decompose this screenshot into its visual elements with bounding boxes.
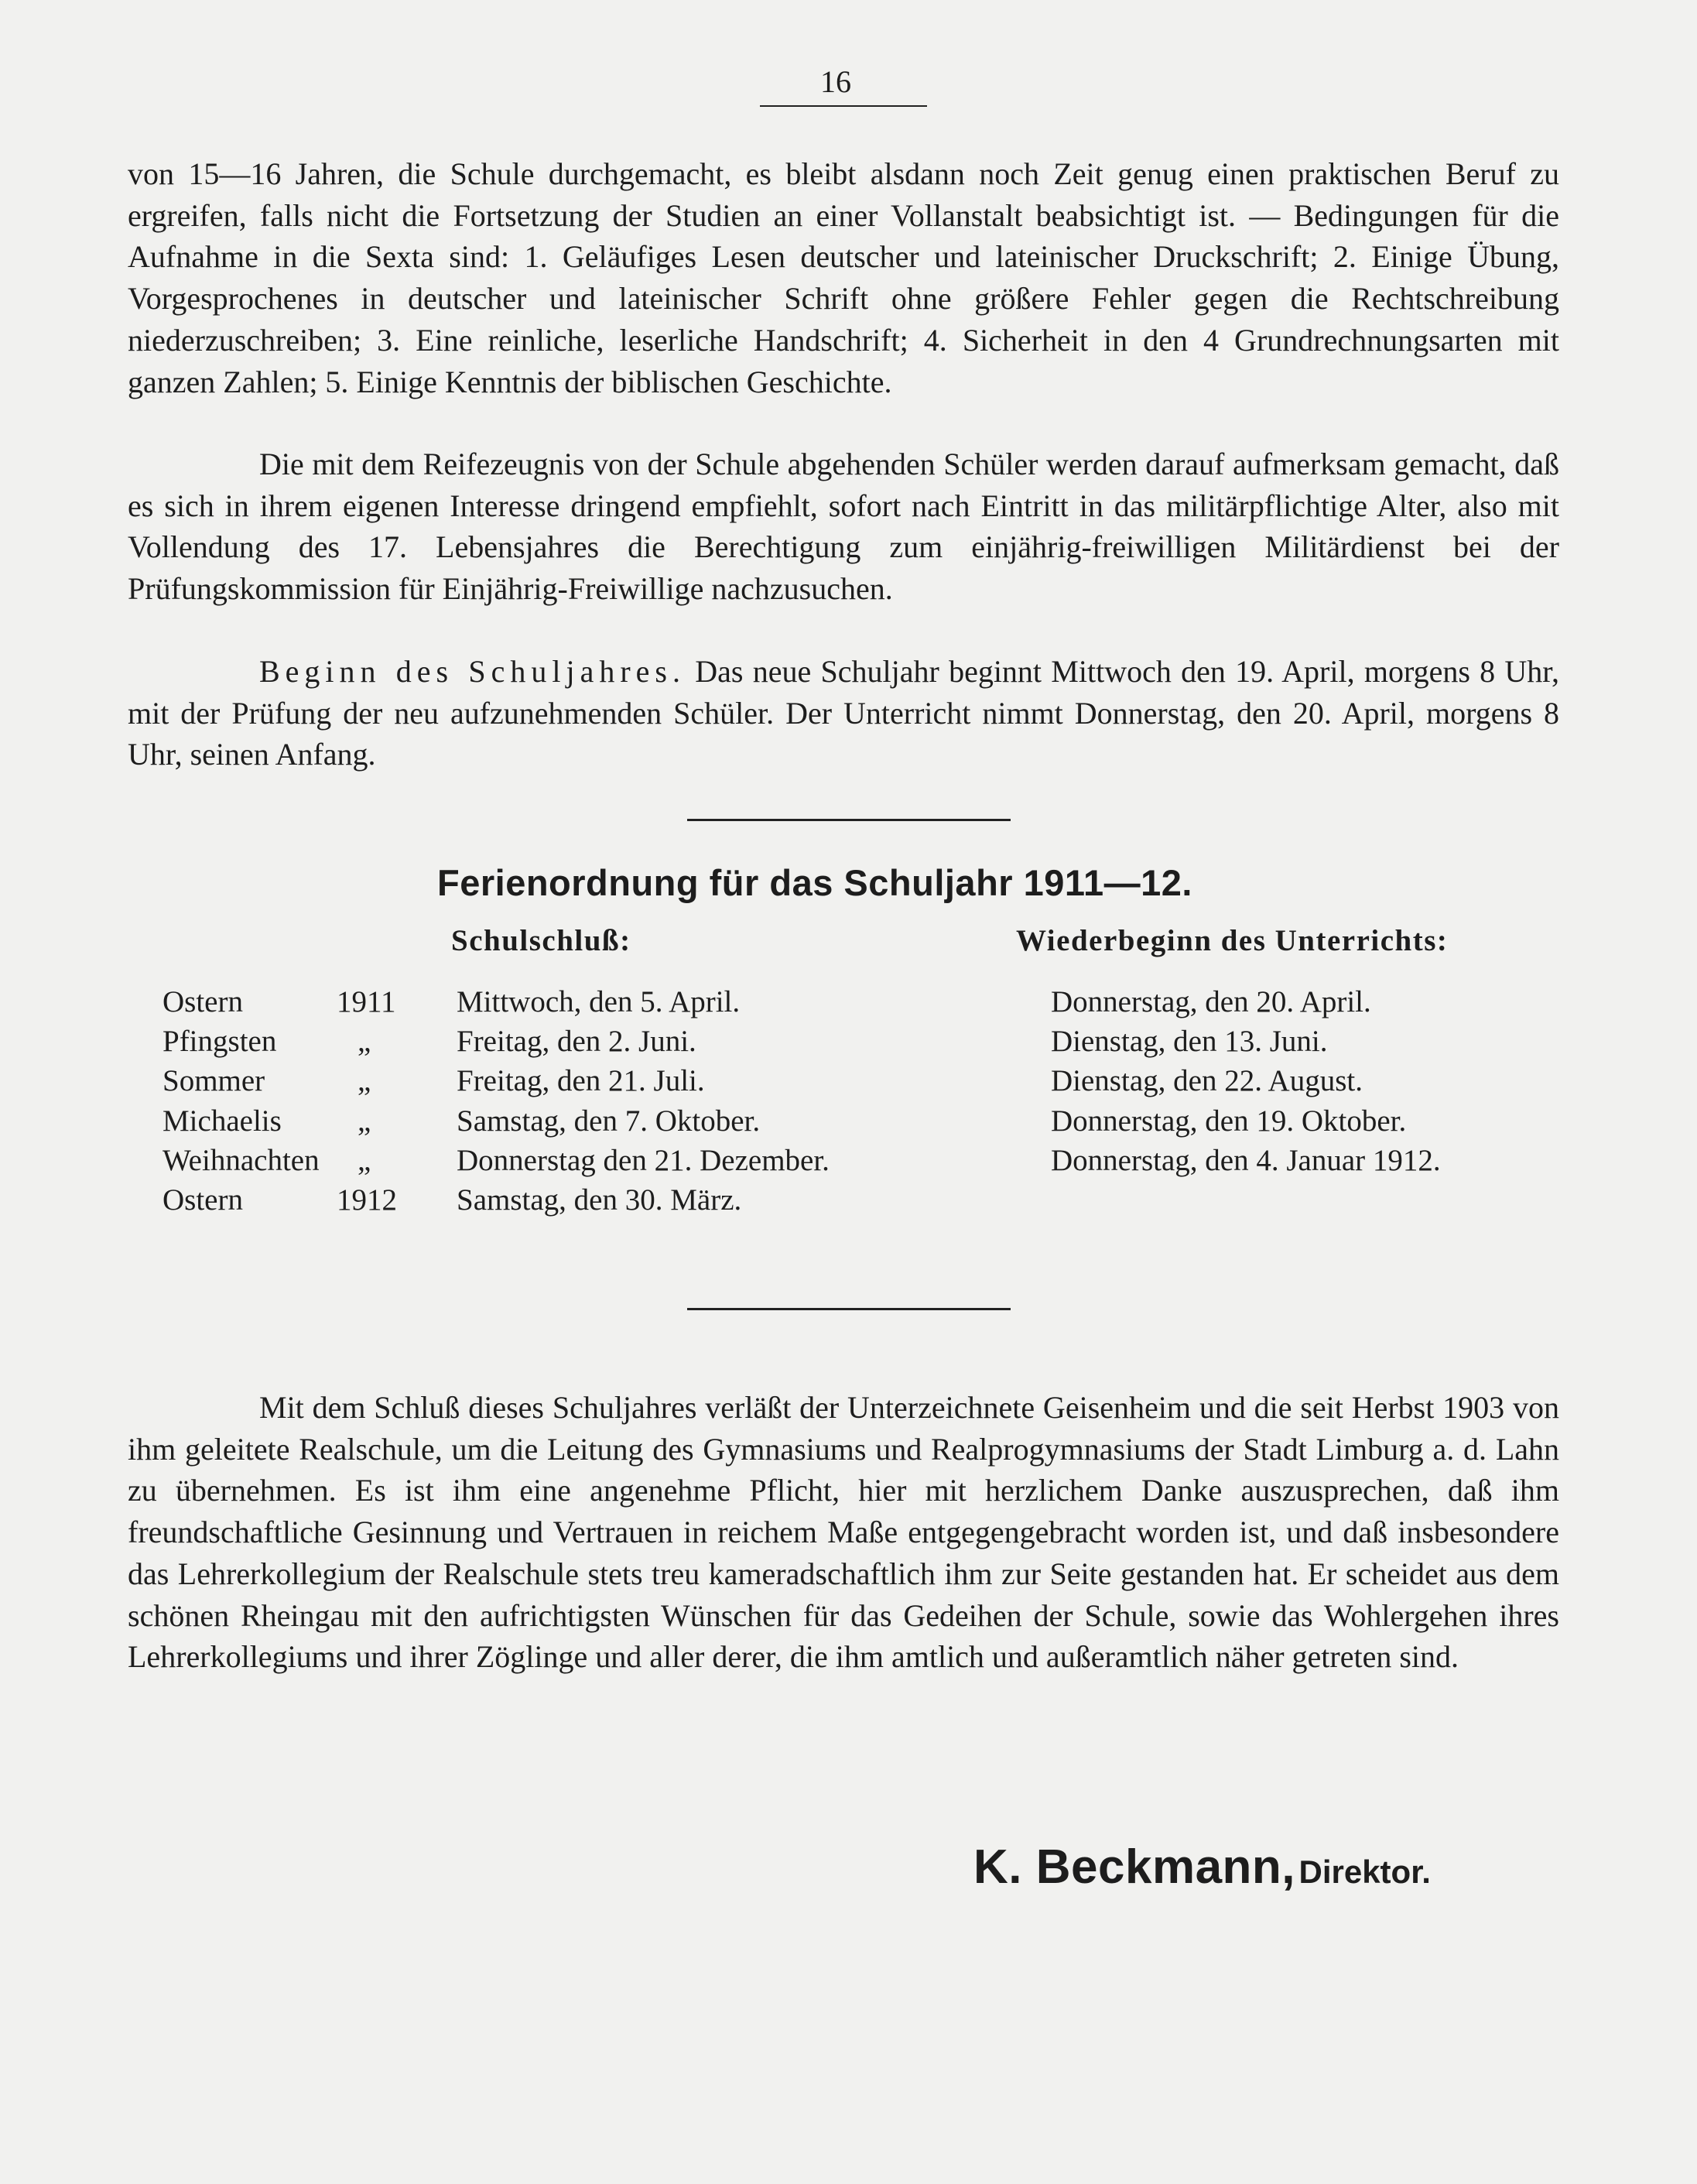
signature-title: Direktor.	[1298, 1854, 1431, 1890]
schuljahr-text: Das neue Schuljahr beginnt Mittwoch den 19. April, morgens 8 Uhr, mit der Prüfung der neu aufzunehmenden Schüler. Der Unterricht nimmt Donnerstag, den 20. April, morgens 8 Uhr, seinen Anfang.	[128, 654, 1560, 772]
year-cell: „	[358, 1025, 371, 1059]
schulschluss-cell: Freitag, den 21. Juli.	[457, 1064, 705, 1098]
header-rule	[760, 105, 927, 107]
reifezeugnis-paragraph	[128, 443, 1559, 610]
col-head-wiederbeginn: Wiederbeginn des Unterrichts:	[1016, 924, 1449, 957]
ferien-title: Ferienordnung für das Schuljahr 1911—12.	[437, 862, 1192, 903]
year-cell: 1912	[337, 1183, 397, 1217]
schulschluss-cell: Donnerstag den 21. Dezember.	[457, 1143, 830, 1177]
year-cell: „	[358, 1143, 371, 1177]
farewell-paragraph: Mit dem Schluß dieses Schuljahres verläßt der Unterzeichnete Geisenheim und die seit Herbst 1903 von ihm geleitete Realschule, um die Leitung des Gymnasiums und Realprogymnasiums der Stadt Limburg a. d. Lahn zu übernehmen. Es ist ihm eine angenehme Pflicht, hier mit herzlichem Danke auszusprechen, daß ihm freundschaftliche Gesinnung und Vertrauen in reichem Maße entgegengebracht worden ist, und daß insbesondere das Lehrerkollegium der Realschule stets treu kameradschaftlich ihm zur Seite gestanden hat. Er scheidet aus dem schönen Rheingau mit den aufrichtigsten Wünschen für das Gedeihen der Schule, sowie das Wohlergehen ihres Lehrerkollegiums und ihrer Zöglinge und aller derer, die ihm amtlich und außeramtlich näher getreten sind.	[128, 1390, 1559, 1675]
signature	[973, 1840, 1431, 1895]
section-divider-bottom	[687, 1308, 1011, 1310]
schulschluss-cell: Mittwoch, den 5. April.	[457, 985, 741, 1018]
season-cell: Weihnachten	[163, 1143, 320, 1177]
wiederbeginn-cell: Donnerstag, den 19. Oktober.	[1051, 1104, 1407, 1138]
wiederbeginn-cell: Donnerstag, den 20. April.	[1051, 985, 1371, 1018]
signature-name: K. Beckmann,	[973, 1840, 1296, 1894]
season-cell: Ostern	[163, 985, 243, 1018]
season-cell: Michaelis	[163, 1104, 282, 1138]
schulschluss-cell: Freitag, den 2. Juni.	[457, 1025, 696, 1059]
schuljahr-paragraph	[128, 651, 1559, 775]
year-cell: „	[358, 1104, 371, 1138]
reifezeugnis-text: Die mit dem Reifezeugnis von der Schule abgehenden Schüler werden darauf aufmerksam gemacht, daß es sich in ihrem eigenen Interesse dringend empfiehlt, sofort nach Eintritt in das militärpflichtige Alter, also mit Vollendung des 17. Lebensjahres die Berechtigung zum einjährig-freiwilligen Militärdienst bei der Prüfungskommission für Einjährig-Freiwillige nachzusuchen.	[128, 447, 1559, 607]
schulschluss-cell: Samstag, den 7. Oktober.	[457, 1104, 761, 1138]
schulschluss-cell: Samstag, den 30. März.	[457, 1183, 742, 1217]
season-cell: Pfingsten	[163, 1025, 277, 1059]
section-divider-top	[687, 819, 1011, 821]
col-head-schulschluss: Schulschluß:	[451, 924, 631, 957]
season-cell: Ostern	[163, 1183, 243, 1217]
schuljahr-heading: Beginn des Schuljahres.	[259, 654, 686, 689]
wiederbeginn-cell: Dienstag, den 13. Juni.	[1051, 1025, 1328, 1059]
year-cell: 1911	[337, 985, 396, 1018]
wiederbeginn-cell: Donnerstag, den 4. Januar 1912.	[1051, 1143, 1441, 1177]
year-cell: „	[358, 1064, 371, 1098]
page-number: 16	[820, 64, 851, 99]
wiederbeginn-cell: Dienstag, den 22. August.	[1051, 1064, 1363, 1098]
intro-paragraph: von 15—16 Jahren, die Schule durchgemacht, es bleibt alsdann noch Zeit genug einen praktischen Beruf zu ergreifen, falls nicht die Fortsetzung der Studien an einer Vollanstalt beabsichtigt ist. — Bedingungen für die Aufnahme in die Sexta sind: 1. Geläufiges Lesen deutscher und lateinischer Druckschrift; 2. Einige Übung, Vorgesprochenes in deutscher und lateinischer Schrift ohne größere Fehler gegen die Rechtschreibung niederzuschreiben; 3. Eine reinliche, leserliche Handschrift; 4. Sicherheit in den 4 Grundrechnungsarten mit ganzen Zahlen; 5. Einige Kenntnis der biblischen Geschichte.	[128, 156, 1559, 399]
season-cell: Sommer	[163, 1064, 265, 1098]
